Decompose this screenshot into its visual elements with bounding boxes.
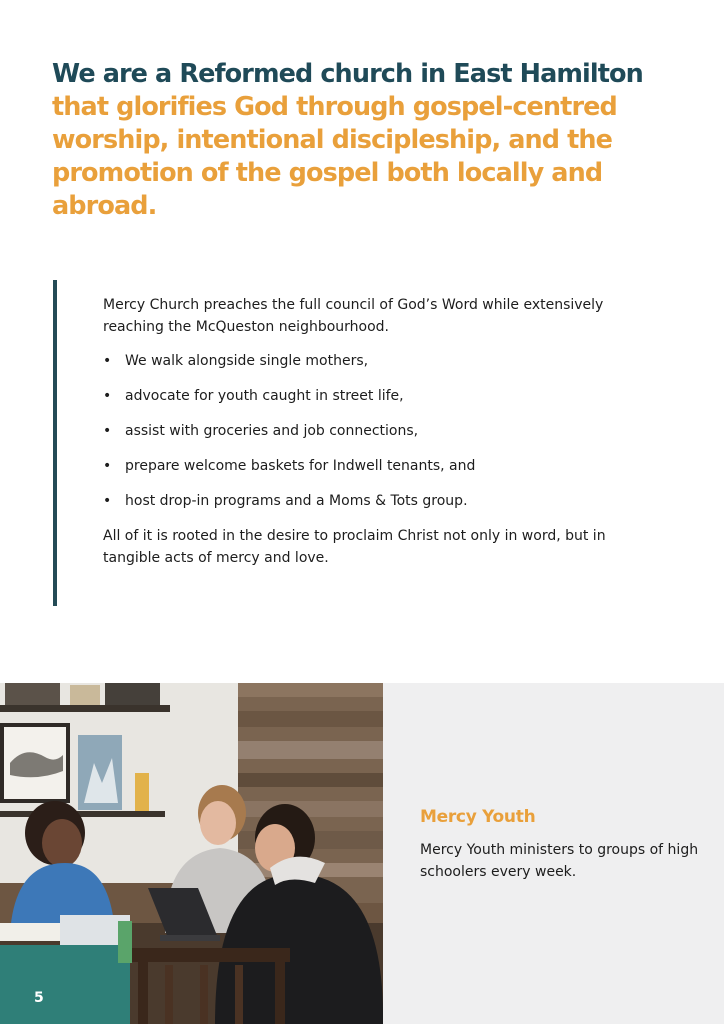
headline-accent: that glorifies God through gospel-centred worship, intentional discipleship, and the promotion of the gospel both locally and abroad. <box>52 92 617 221</box>
headline <box>52 58 702 223</box>
list-item-text: We walk alongside single mothers, <box>125 353 369 369</box>
bullet-icon: • <box>103 388 112 404</box>
bullet-icon: • <box>103 493 112 509</box>
list-item <box>103 490 663 512</box>
list-item-text: prepare welcome baskets for Indwell tenants, and <box>125 458 476 474</box>
bullet-icon: • <box>103 353 112 369</box>
ministry-list <box>103 350 663 512</box>
list-item-text: assist with groceries and job connections, <box>125 423 419 439</box>
closing-paragraph: All of it is rooted in the desire to proclaim Christ not only in word, but in tangible acts of mercy and love. <box>103 528 606 566</box>
youth-panel <box>383 683 724 1024</box>
youth-title: Mercy Youth <box>420 807 536 827</box>
bullet-icon: • <box>103 423 112 439</box>
list-item-text: host drop-in programs and a Moms & Tots group. <box>125 493 468 509</box>
quote-bar <box>53 280 57 606</box>
headline-line-1: We are a Reformed church in East Hamilton <box>52 59 643 89</box>
list-item <box>103 385 663 407</box>
intro-paragraph: Mercy Church preaches the full council of God’s Word while extensively reaching the McQueston neighbourhood. <box>103 297 604 335</box>
bullet-icon: • <box>103 458 112 474</box>
youth-description: Mercy Youth ministers to groups of high schoolers every week. <box>420 842 699 880</box>
youth-photo-illustration <box>0 683 383 1024</box>
list-item-text: advocate for youth caught in street life, <box>125 388 404 404</box>
list-item <box>103 455 663 477</box>
body-block <box>103 294 663 569</box>
list-item <box>103 350 663 372</box>
list-item <box>103 420 663 442</box>
page-number: 5 <box>34 990 44 1006</box>
youth-photo <box>0 683 383 1024</box>
